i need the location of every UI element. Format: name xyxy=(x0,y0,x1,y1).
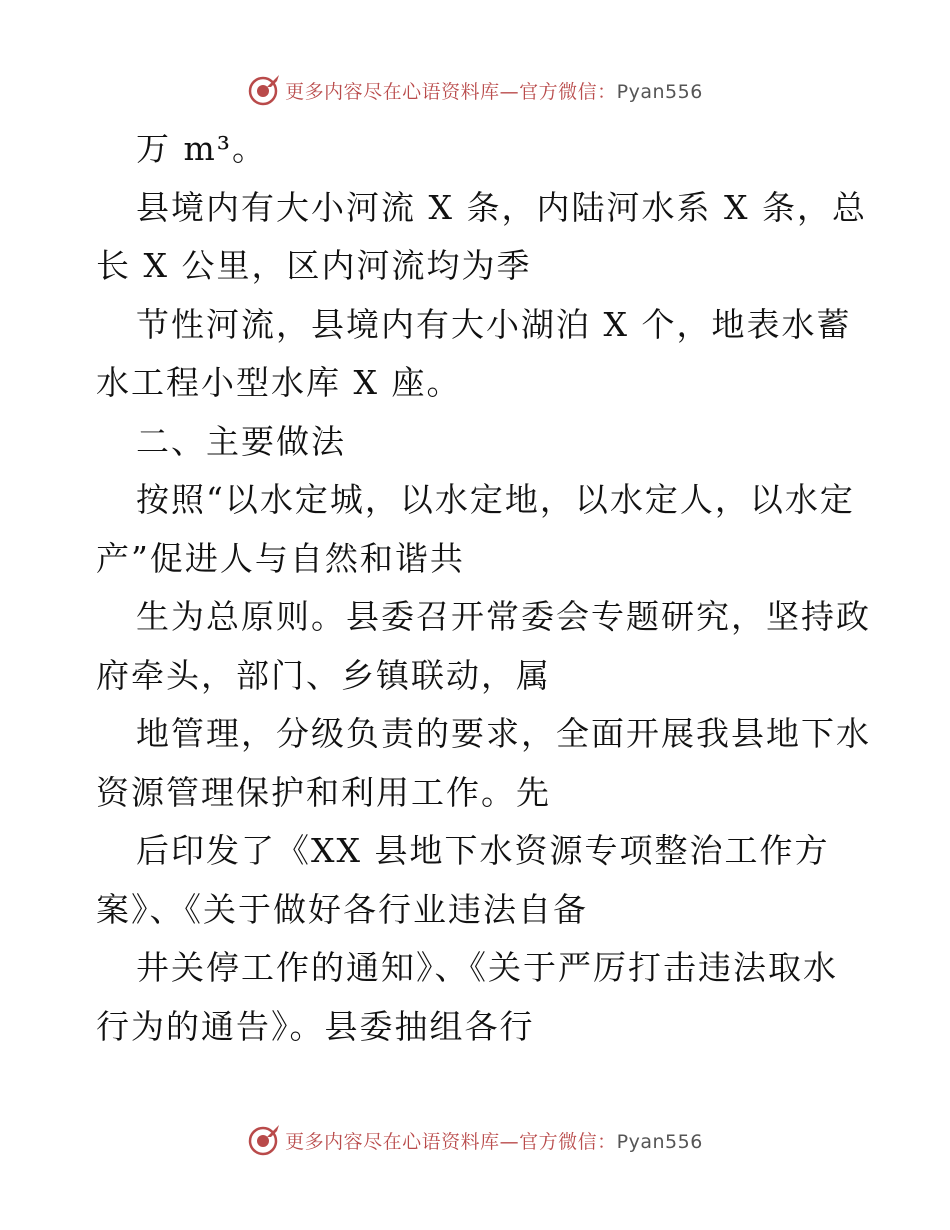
text-line: 节性河流，县境内有大小湖泊 X 个，地表水蓄 xyxy=(136,304,852,344)
text-line: 万 m³。 xyxy=(136,129,268,168)
text-line: 县境内有大小河流 X 条，内陆河水系 X 条，总 xyxy=(136,187,867,227)
text-line: 案》、《关于做好各行业违法自备 xyxy=(96,889,588,929)
footer-watermark xyxy=(0,1120,950,1160)
text-line: 产”促进人与自然和谐共 xyxy=(96,538,465,578)
text-line: 井关停工作的通知》、《关于严厉打击违法取水 xyxy=(136,948,838,987)
document-body xyxy=(96,120,871,1056)
quill-logo-icon xyxy=(247,73,281,107)
text-line: 资源管理保护和利用工作。先 xyxy=(96,772,551,812)
text-line: 府牵头，部门、乡镇联动，属 xyxy=(96,655,551,695)
quill-logo-icon xyxy=(247,1123,281,1157)
watermark-text: 更多内容尽在心语资料库—官方微信： xyxy=(285,1130,617,1153)
text-line: 行为的通告》。县委抽组各行 xyxy=(96,1006,535,1046)
watermark-wechat: Pyan556 xyxy=(616,1130,703,1153)
watermark-wechat: Pyan556 xyxy=(616,80,703,103)
watermark-text: 更多内容尽在心语资料库—官方微信： xyxy=(285,80,617,103)
header-watermark xyxy=(0,70,950,110)
section-heading: 二、主要做法 xyxy=(136,421,346,461)
text-line: 长 X 公里，区内河流均为季 xyxy=(96,246,532,285)
text-line: 水工程小型水库 X 座。 xyxy=(96,363,462,402)
text-line: 生为总原则。县委召开常委会专题研究，坚持政 xyxy=(136,597,871,636)
text-line: 地管理，分级负责的要求，全面开展我县地下水 xyxy=(136,714,871,753)
text-line: 按照“以水定城，以水定地，以水定人，以水定 xyxy=(136,480,855,519)
text-line: 后印发了《XX 县地下水资源专项整治工作方 xyxy=(136,831,830,870)
